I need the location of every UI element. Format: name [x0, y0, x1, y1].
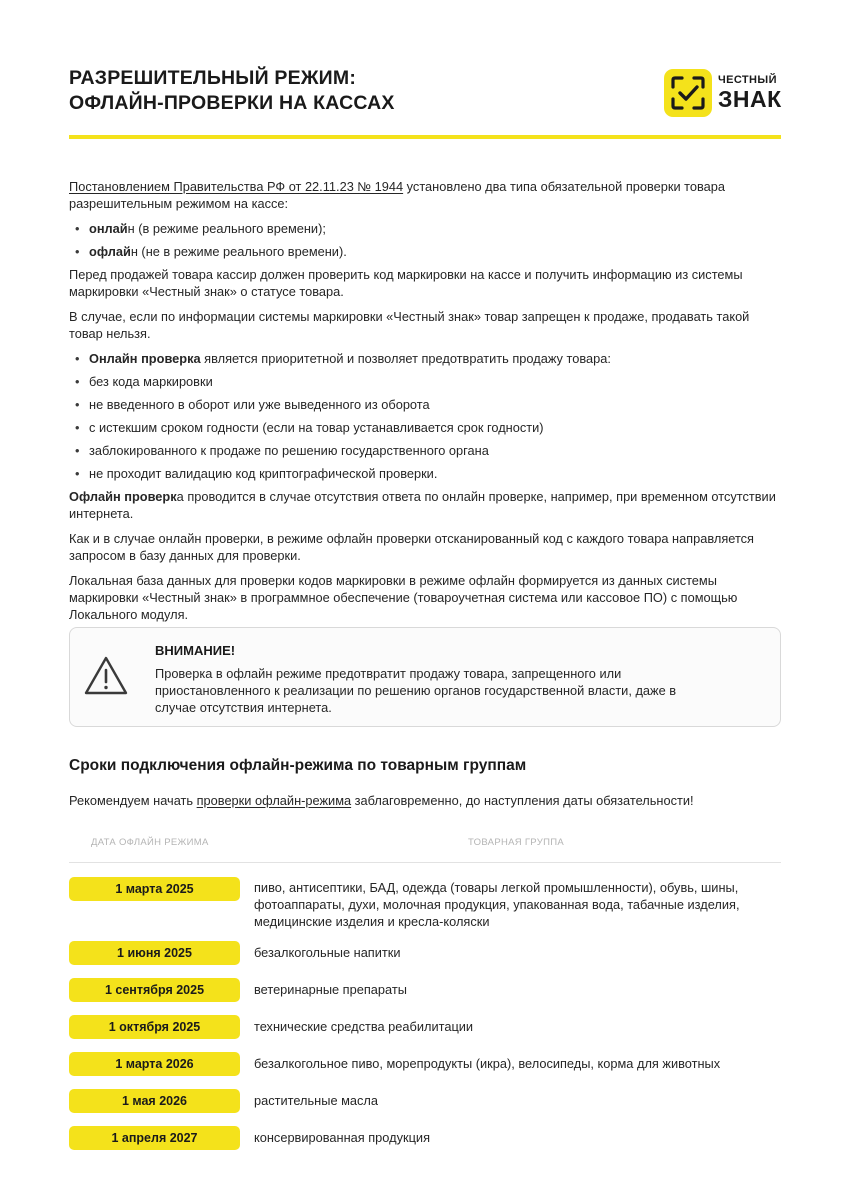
offline-check-link[interactable]: проверки офлайн-режима — [196, 793, 352, 808]
product-group: консервированная продукция — [254, 1130, 431, 1145]
warning-text: Проверка в офлайн режиме предотвратит продажу товара, запрещенного или приостановленного к реализации по решению органов государственной власти, даже в случае отсутствия интернета. — [155, 666, 677, 715]
list-item: • онлайн (в режиме реального времени); — [69, 220, 781, 237]
chestny-znak-logo — [664, 69, 782, 117]
header-divider — [69, 135, 781, 139]
online-check-list — [69, 350, 781, 482]
decree-link[interactable]: Постановлением Правительства РФ от 22.11.23 № 1944 — [69, 179, 404, 194]
product-group: технические средства реабилитации — [254, 1019, 474, 1034]
warning-title: ВНИМАНИЕ! — [155, 643, 236, 658]
warning-triangle-icon — [83, 655, 129, 702]
like-online-paragraph: Как и в случае онлайн проверки, в режиме офлайн проверки отсканированный код с каждого товара направляется запросом в базу данных для проверки. — [69, 531, 754, 563]
warning-box — [69, 627, 781, 727]
list-item: • офлайн (не в режиме реального времени). — [69, 243, 781, 260]
before-sale-paragraph: Перед продажей товара кассир должен проверить код маркировки на кассе и получить информацию из системы маркировки «Честный знак» о статусе товара. — [69, 267, 743, 299]
date-badge: 1 октября 2025 — [69, 1015, 240, 1039]
product-group: безалкогольное пиво, морепродукты (икра), велосипеды, корма для животных — [254, 1056, 721, 1071]
column-header-date: ДАТА ОФЛАЙН РЕЖИМА — [91, 837, 209, 848]
main-content — [69, 178, 781, 631]
table-divider — [69, 862, 781, 863]
list-item: • не проходит валидацию код криптографической проверки. — [69, 465, 781, 482]
title-line-1: РАЗРЕШИТЕЛЬНЫЙ РЕЖИМ: — [69, 67, 357, 89]
list-item: • Онлайн проверка является приоритетной и позволяет предотвратить продажу товара: — [69, 350, 781, 367]
logo-check-icon — [664, 69, 712, 117]
product-group: безалкогольные напитки — [254, 945, 401, 960]
logo-wordmark: ЧЕСТНЫЙ ЗНАК — [718, 74, 782, 112]
list-item: • с истекшим сроком годности (если на товар устанавливается срок годности) — [69, 419, 781, 436]
date-badge: 1 сентября 2025 — [69, 978, 240, 1002]
offline-paragraph: Офлайн проверка проводится в случае отсутствия ответа по онлайн проверке, например, при временном отсутствии интернета. — [69, 489, 776, 521]
date-badge: 1 апреля 2027 — [69, 1126, 240, 1150]
product-group: ветеринарные препараты — [254, 982, 407, 997]
date-badge: 1 июня 2025 — [69, 941, 240, 965]
schedule-heading: Сроки подключения офлайн-режима по товарным группам — [69, 757, 527, 774]
date-badge: 1 марта 2026 — [69, 1052, 240, 1076]
title-line-2: ОФЛАЙН-ПРОВЕРКИ НА КАССАХ — [69, 92, 395, 114]
date-badge: 1 марта 2025 — [69, 877, 240, 901]
date-badge: 1 мая 2026 — [69, 1089, 240, 1113]
list-item: • не введенного в оборот или уже выведенного из оборота — [69, 396, 781, 413]
prohibited-paragraph: В случае, если по информации системы маркировки «Честный знак» товар запрещен к продаже, продавать такой товар нельзя. — [69, 309, 750, 341]
intro-paragraph: Постановлением Правительства РФ от 22.11.23 № 1944 установлено два типа обязательной проверки товара разрешительным режимом на кассе: — [69, 179, 726, 211]
page-title — [69, 66, 395, 116]
column-header-group: ТОВАРНАЯ ГРУППА — [468, 837, 564, 848]
check-types-list — [69, 220, 781, 260]
product-group: пиво, антисептики, БАД, одежда (товары легкой промышленности), обувь, шины, фотоаппараты, духи, молочная продукция, упакованная вода, табачные изделия, медицинские изделия и кресла-коляски — [254, 880, 740, 929]
list-item: • без кода маркировки — [69, 373, 781, 390]
local-db-paragraph: Локальная база данных для проверки кодов маркировки в режиме офлайн формируется из данных системы маркировки «Честный знак» в программное обеспечение (товароучетная система или кассовое ПО) с помощью Локального модуля. — [69, 573, 738, 622]
list-item: • заблокированного к продаже по решению государственного органа — [69, 442, 781, 459]
recommendation-text: Рекомендуем начать проверки офлайн-режима заблаговременно, до наступления даты обязательности! — [69, 793, 694, 808]
product-group: растительные масла — [254, 1093, 379, 1108]
